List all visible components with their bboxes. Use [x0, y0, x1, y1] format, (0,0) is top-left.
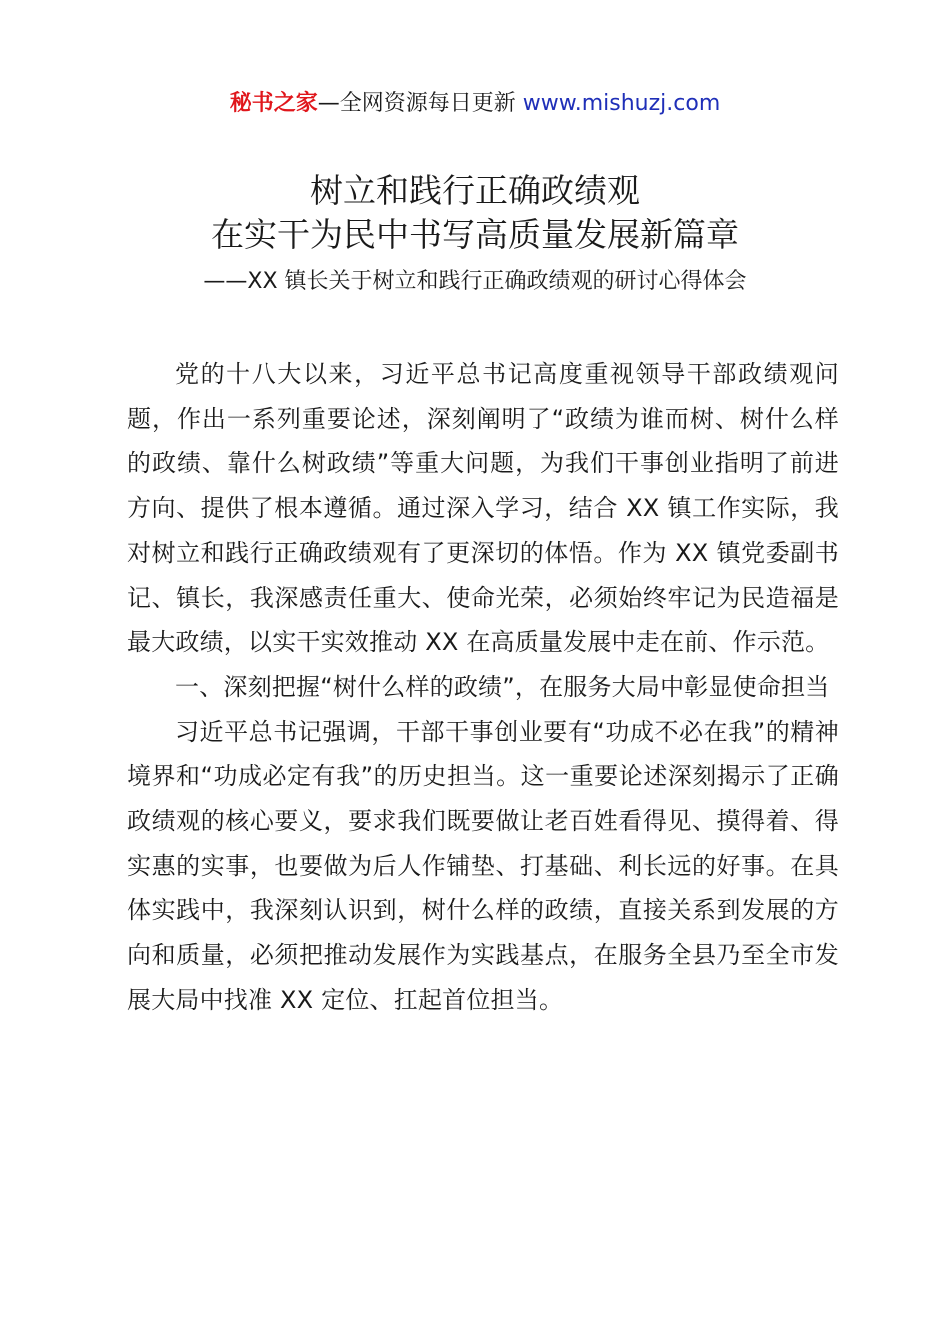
site-url-link[interactable]: www.mishuzj.com: [522, 91, 721, 116]
document-body: [127, 352, 839, 1023]
document-title-line-1: 树立和践行正确政绩观: [310, 171, 640, 210]
brand-name: 秘书之家: [229, 91, 318, 116]
document-title-line-2: 在实干为民中书写高质量发展新篇章: [211, 215, 739, 254]
body-paragraph: 党的十八大以来，习近平总书记高度重视领导干部政绩观问题，作出一系列重要论述，深刻阐明了“政绩为谁而树、树什么样的政绩、靠什么树政绩”等重大问题，为我们干事创业指明了前进方向、提供了根本遵循。通过深入学习，结合 XX 镇工作实际，我对树立和践行正确政绩观有了更深切的体悟。作为 XX 镇党委副书记、镇长，我深感责任重大、使命光荣，必须始终牢记为民造福是最大政绩，以实干实效推动 XX 在高质量发展中走在前、作示范。: [127, 360, 839, 657]
body-paragraph: 习近平总书记强调，干部干事创业要有“功成不必在我”的精神境界和“功成必定有我”的历史担当。这一重要论述深刻揭示了正确政绩观的核心要义，要求我们既要做让老百姓看得见、摸得着、得实惠的实事，也要做为后人作铺垫、打基础、利长远的好事。在具体实践中，我深刻认识到，树什么样的政绩，直接关系到发展的方向和质量，必须把推动发展作为实践基点，在服务全县乃至全市发展大局中找准 XX 定位、扛起首位担当。: [127, 717, 839, 1014]
document-subtitle: ——XX 镇长关于树立和践行正确政绩观的研讨心得体会: [203, 269, 747, 294]
site-header: [0, 88, 950, 120]
header-tagline: —全网资源每日更新: [317, 91, 516, 116]
section-heading: 一、深刻把握“树什么样的政绩”，在服务大局中彰显使命担当: [175, 672, 830, 701]
